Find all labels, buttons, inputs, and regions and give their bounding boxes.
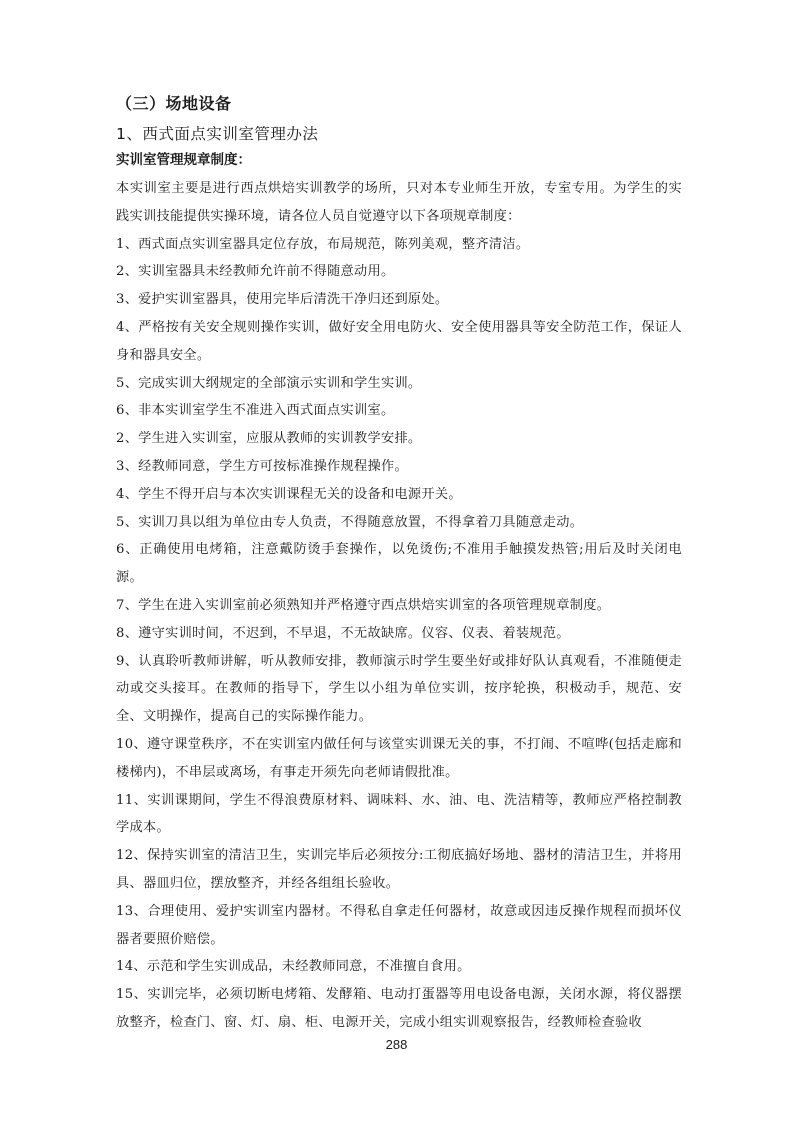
rule-item: 1、西式面点实训室器具定位存放，布局规范，陈列美观，整齐清洁。 xyxy=(116,236,530,252)
rule-item: 11、实训课期间，学生不得浪费原材料、调味料、水、油、电、洗洁精等，教师应严格控制教学成本。 xyxy=(116,792,682,836)
page-content xyxy=(116,93,682,1037)
rule-item: 5、实训刀具以组为单位由专人负责，不得随意放置，不得拿着刀具随意走动。 xyxy=(116,514,584,530)
rule-item: 9、认真聆听教师讲解，听从教师安排，教师演示时学生要坐好或排好队认真观看，不准随便走动或交头接耳。在教师的指导下，学生以小组为单位实训，按序轮换，积极动手，规范、安全、文明操作，提高自己的实际操作能力。 xyxy=(116,653,682,725)
intro-paragraph: 本实训室主要是进行西点烘焙实训教学的场所，只对本专业师生开放，专室专用。为学生的实践实训技能提供实操环境，请各位人员自觉遵守以下各项规章制度： xyxy=(116,181,682,224)
rule-item: 15、实训完毕，必须切断电烤箱、发酵箱、电动打蛋器等用电设备电源，关闭水源，将仪器摆放整齐，检查门、窗、灯、扇、柜、电源开关，完成小组实训观察报告，经教师检查验收 xyxy=(116,987,682,1030)
section-heading: （三）场地设备 xyxy=(116,94,232,113)
rule-item: 14、示范和学生实训成品，未经教师同意，不准擅自食用。 xyxy=(116,959,471,975)
rule-item: 2、学生进入实训室，应服从教师的实训教学安排。 xyxy=(116,431,422,447)
rule-item: 10、遵守课堂秩序，不在实训室内做任何与该堂实训课无关的事，不打闹、不喧哗(包括走廊和楼梯内)，不串层或离场，有事走开须先向老师请假批准。 xyxy=(116,736,682,780)
rule-item: 4、学生不得开启与本次实训课程无关的设备和电源开关。 xyxy=(116,486,462,502)
rule-item: 6、正确使用电烤箱，注意戴防烫手套操作，以免烫伤;不准用手触摸发热管;用后及时关闭电源。 xyxy=(116,542,682,586)
rule-item: 3、经教师同意，学生方可按标准操作规程操作。 xyxy=(116,458,408,474)
subsection-heading: 1、西式面点实训室管理办法 xyxy=(116,125,319,143)
rule-item: 5、完成实训大纲规定的全部演示实训和学生实训。 xyxy=(116,375,422,391)
rule-item: 3、爱护实训室器具，使用完毕后清洗干净归还到原处。 xyxy=(116,292,449,308)
rule-item: 4、严格按有关安全规则操作实训，做好安全用电防火、安全使用器具等安全防范工作，保证人身和器具安全。 xyxy=(116,319,682,363)
rule-item: 12、保持实训室的清洁卫生，实训完毕后必须按分:工彻底搞好场地、器材的清洁卫生，并将用具、器皿归位，摆放整齐，并经各组组长验收。 xyxy=(116,848,682,891)
rule-item: 13、合理使用、爱护实训室内器材。不得私自拿走任何器材，故意或因违反操作规程而损坏仪器者要照价赔偿。 xyxy=(116,903,682,947)
rule-item: 8、遵守实训时间，不迟到，不早退，不无故缺席。仪容、仪表、着装规范。 xyxy=(116,625,570,641)
rules-heading: 实训室管理规章制度： xyxy=(116,152,251,168)
rule-item: 7、学生在进入实训室前必须熟知并严格遵守西点烘焙实训室的各项管理规章制度。 xyxy=(116,597,611,613)
page-number: 288 xyxy=(385,1037,408,1052)
rule-item: 6、非本实训室学生不准进入西式面点实训室。 xyxy=(116,403,395,419)
rule-item: 2、实训室器具未经教师允许前不得随意动用。 xyxy=(116,264,395,280)
